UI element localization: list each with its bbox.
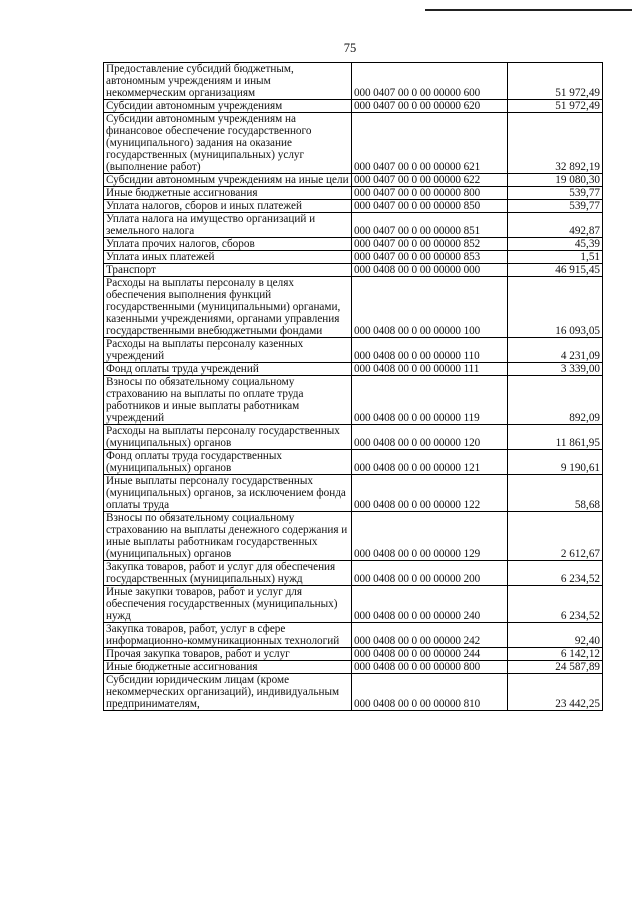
table-row: [104, 213, 603, 238]
page-number: 75: [343, 41, 357, 55]
row-code-cell: 000 0407 00 0 00 00000 622: [352, 174, 508, 187]
row-name-cell: Уплата прочих налогов, сборов: [104, 238, 352, 251]
row-name-cell: Иные бюджетные ассигнования: [104, 187, 352, 200]
row-name-cell: Расходы на выплаты персоналу государственных (муниципальных) органов: [104, 425, 352, 450]
row-amount-cell: 2 612,67: [508, 512, 603, 561]
table-row: [104, 338, 603, 363]
budget-table-body: [104, 63, 603, 711]
row-code-cell: 000 0408 00 0 00 00000 122: [352, 475, 508, 512]
table-row: [104, 425, 603, 450]
row-name-cell: Субсидии юридическим лицам (кроме некоммерческих организаций), индивидуальным предпринимателям,: [104, 674, 352, 711]
row-amount-cell: 92,40: [508, 623, 603, 648]
row-amount-cell: 9 190,61: [508, 450, 603, 475]
row-code-cell: 000 0408 00 0 00 00000 119: [352, 376, 508, 425]
row-amount-cell: 6 234,52: [508, 561, 603, 586]
row-name-cell: Иные закупки товаров, работ и услуг для обеспечения государственных (муниципальных) нужд: [104, 586, 352, 623]
row-amount-cell: 6 142,12: [508, 648, 603, 661]
row-name-cell: Прочая закупка товаров, работ и услуг: [104, 648, 352, 661]
row-amount-cell: 51 972,49: [508, 63, 603, 100]
row-name-cell: Расходы на выплаты персоналу казенных учреждений: [104, 338, 352, 363]
row-amount-cell: 539,77: [508, 187, 603, 200]
row-name-cell: Субсидии автономным учреждениям на финансовое обеспечение государственного (муниципального) задания на оказание государственных (муниципальных) услуг (выполнение работ): [104, 113, 352, 174]
row-amount-cell: 19 080,30: [508, 174, 603, 187]
row-code-cell: 000 0407 00 0 00 00000 800: [352, 187, 508, 200]
row-name-cell: Транспорт: [104, 264, 352, 277]
table-row: [104, 376, 603, 425]
table-row: [104, 648, 603, 661]
row-amount-cell: 1,51: [508, 251, 603, 264]
table-row: [104, 63, 603, 100]
table-row: [104, 512, 603, 561]
row-code-cell: 000 0408 00 0 00 00000 121: [352, 450, 508, 475]
row-name-cell: Фонд оплаты труда учреждений: [104, 363, 352, 376]
row-code-cell: 000 0408 00 0 00 00000 800: [352, 661, 508, 674]
table-row: [104, 623, 603, 648]
row-amount-cell: 45,39: [508, 238, 603, 251]
row-name-cell: Субсидии автономным учреждениям на иные цели: [104, 174, 352, 187]
row-code-cell: 000 0408 00 0 00 00000 242: [352, 623, 508, 648]
row-name-cell: Субсидии автономным учреждениям: [104, 100, 352, 113]
row-name-cell: Закупка товаров, работ, услуг в сфере информационно-коммуникационных технологий: [104, 623, 352, 648]
table-row: [104, 561, 603, 586]
row-amount-cell: 4 231,09: [508, 338, 603, 363]
table-row: [104, 450, 603, 475]
row-amount-cell: 6 234,52: [508, 586, 603, 623]
row-code-cell: 000 0407 00 0 00 00000 852: [352, 238, 508, 251]
row-code-cell: 000 0407 00 0 00 00000 851: [352, 213, 508, 238]
row-code-cell: 000 0407 00 0 00 00000 620: [352, 100, 508, 113]
row-name-cell: Взносы по обязательному социальному страхованию на выплаты по оплате труда работников и иные выплаты работникам учреждений: [104, 376, 352, 425]
row-name-cell: Уплата налога на имущество организаций и земельного налога: [104, 213, 352, 238]
row-name-cell: Закупка товаров, работ и услуг для обеспечения государственных (муниципальных) нужд: [104, 561, 352, 586]
row-name-cell: Уплата иных платежей: [104, 251, 352, 264]
table-row: [104, 187, 603, 200]
table-row: [104, 475, 603, 512]
table-row: [104, 363, 603, 376]
table-row: [104, 264, 603, 277]
row-amount-cell: 11 861,95: [508, 425, 603, 450]
row-code-cell: 000 0407 00 0 00 00000 853: [352, 251, 508, 264]
table-row: [104, 174, 603, 187]
row-amount-cell: 492,87: [508, 213, 603, 238]
budget-table: [103, 62, 603, 711]
row-amount-cell: 24 587,89: [508, 661, 603, 674]
row-amount-cell: 32 892,19: [508, 113, 603, 174]
row-code-cell: 000 0407 00 0 00 00000 621: [352, 113, 508, 174]
table-row: [104, 661, 603, 674]
row-code-cell: 000 0408 00 0 00 00000 100: [352, 277, 508, 338]
row-name-cell: Расходы на выплаты персоналу в целях обеспечения выполнения функций государственными (муниципальными) органами, казенными учреждениями, органами управления государственными внебюджетными фондами: [104, 277, 352, 338]
table-row: [104, 277, 603, 338]
row-code-cell: 000 0408 00 0 00 00000 200: [352, 561, 508, 586]
row-code-cell: 000 0408 00 0 00 00000 120: [352, 425, 508, 450]
row-name-cell: Уплата налогов, сборов и иных платежей: [104, 200, 352, 213]
row-amount-cell: 16 093,05: [508, 277, 603, 338]
row-amount-cell: 3 339,00: [508, 363, 603, 376]
table-row: [104, 251, 603, 264]
row-code-cell: 000 0408 00 0 00 00000 111: [352, 363, 508, 376]
row-amount-cell: 46 915,45: [508, 264, 603, 277]
row-code-cell: 000 0408 00 0 00 00000 240: [352, 586, 508, 623]
row-code-cell: 000 0408 00 0 00 00000 810: [352, 674, 508, 711]
table-row: [104, 113, 603, 174]
row-code-cell: 000 0407 00 0 00 00000 850: [352, 200, 508, 213]
row-code-cell: 000 0408 00 0 00 00000 129: [352, 512, 508, 561]
row-amount-cell: 23 442,25: [508, 674, 603, 711]
row-name-cell: Взносы по обязательному социальному страхованию на выплаты денежного содержания и иные выплаты работникам государственных (муниципальных) органов: [104, 512, 352, 561]
row-name-cell: Иные бюджетные ассигнования: [104, 661, 352, 674]
table-row: [104, 586, 603, 623]
row-code-cell: 000 0408 00 0 00 00000 244: [352, 648, 508, 661]
row-amount-cell: 539,77: [508, 200, 603, 213]
row-code-cell: 000 0407 00 0 00 00000 600: [352, 63, 508, 100]
row-name-cell: Иные выплаты персоналу государственных (муниципальных) органов, за исключением фонда оплаты труда: [104, 475, 352, 512]
table-row: [104, 200, 603, 213]
top-rule: [425, 9, 632, 11]
row-amount-cell: 892,09: [508, 376, 603, 425]
table-row: [104, 238, 603, 251]
row-name-cell: Предоставление субсидий бюджетным, автономным учреждениям и иным некоммерческим организациям: [104, 63, 352, 100]
table-row: [104, 674, 603, 711]
row-code-cell: 000 0408 00 0 00 00000 110: [352, 338, 508, 363]
row-amount-cell: 51 972,49: [508, 100, 603, 113]
row-name-cell: Фонд оплаты труда государственных (муниципальных) органов: [104, 450, 352, 475]
table-row: [104, 100, 603, 113]
row-amount-cell: 58,68: [508, 475, 603, 512]
row-code-cell: 000 0408 00 0 00 00000 000: [352, 264, 508, 277]
